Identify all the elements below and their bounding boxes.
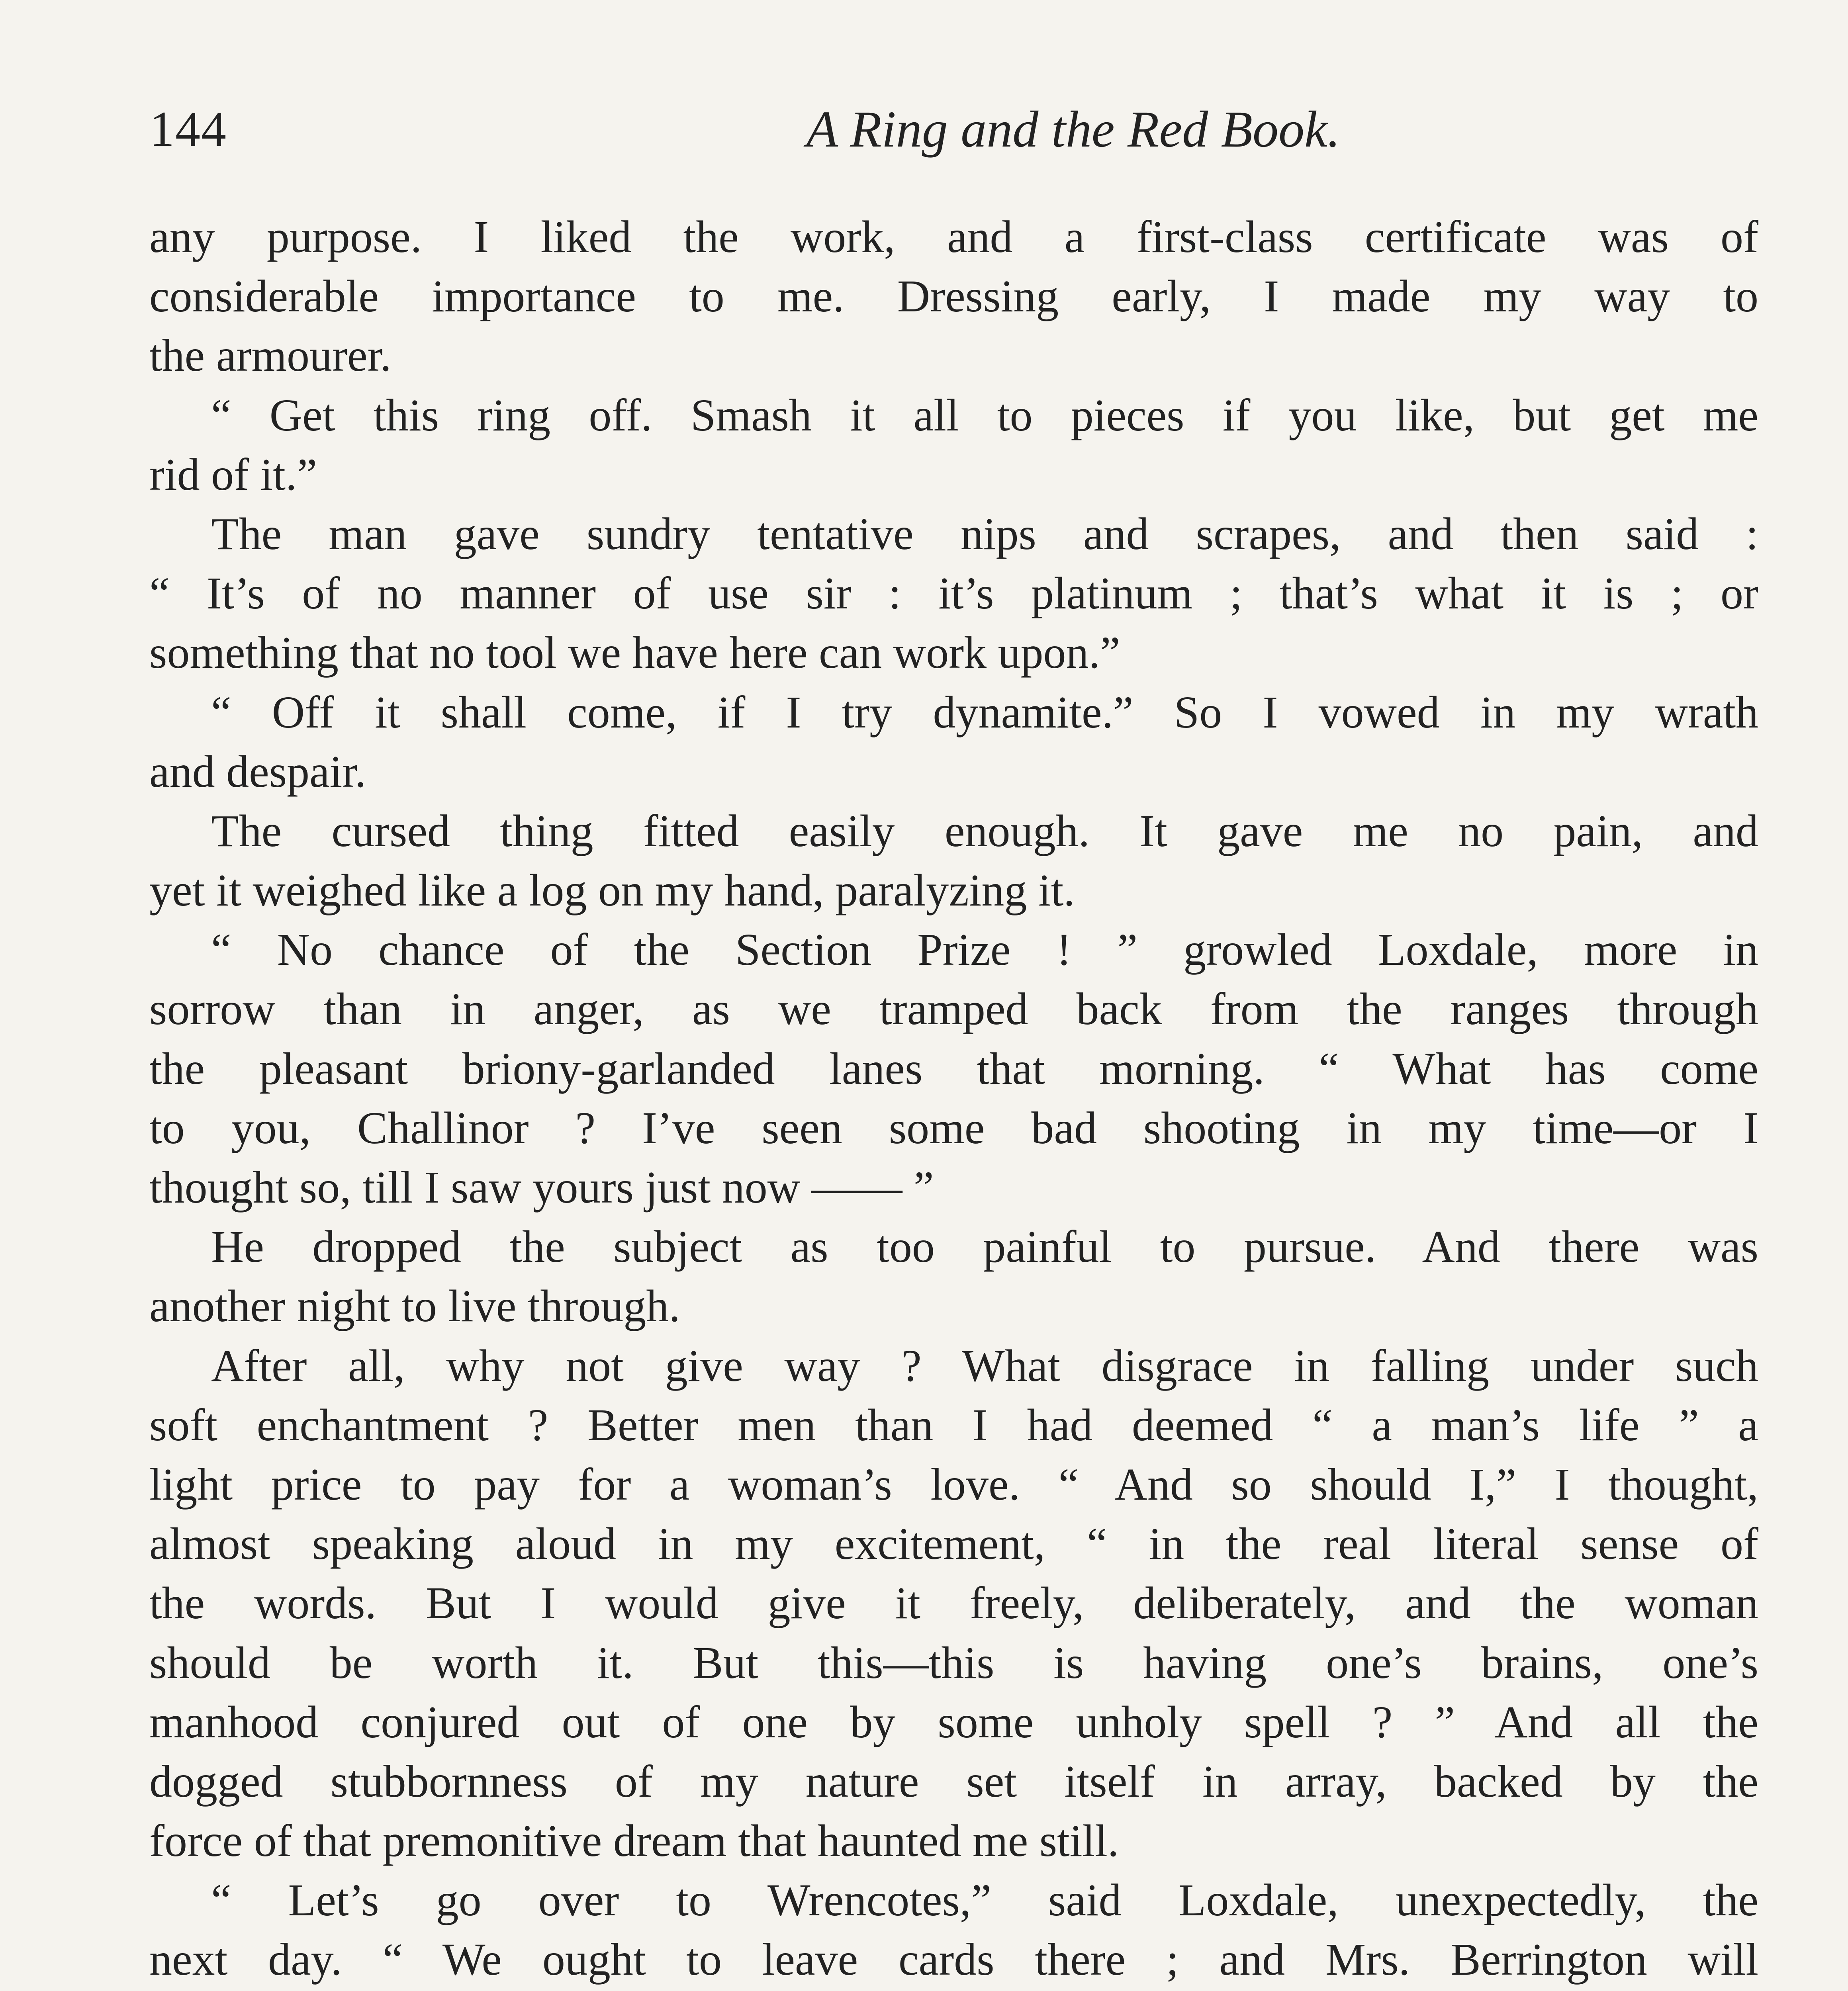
text-line: next day. “ We ought to leave cards there ; and Mrs. Berrington will: [149, 1934, 1758, 1985]
page-header: [149, 96, 1758, 163]
text-line: force of that premonitive dream that haunted me still.: [149, 1815, 1119, 1866]
text-line: considerable importance to me. Dressing early, I made my way to: [149, 271, 1758, 322]
text-line: sorrow than in anger, as we tramped back from the ranges through: [149, 984, 1758, 1035]
text-line: He dropped the subject as too painful to pursue. And there was: [211, 1221, 1758, 1272]
text-line: The man gave sundry tentative nips and scrapes, and then said :: [211, 508, 1758, 559]
text-line: rid of it.”: [149, 449, 317, 500]
text-line: any purpose. I liked the work, and a first-class certificate was of: [149, 211, 1758, 262]
text-line: [149, 1989, 1758, 1991]
text-line: should be worth it. But this—this is having one’s brains, one’s: [149, 1637, 1758, 1688]
page-number: 144: [149, 102, 227, 157]
page-paragraphs: [149, 207, 1758, 1991]
text-line: “ It’s of no manner of use sir : it’s platinum ; that’s what it is ; or: [149, 568, 1758, 619]
text-line: “ Let’s go over to Wrencotes,” said Loxdale, unexpectedly, the: [211, 1875, 1758, 1926]
text-line: something that no tool we have here can work upon.”: [149, 627, 1120, 678]
body-text: [149, 207, 1758, 1991]
text-line: “ No chance of the Section Prize ! ” growled Loxdale, more in: [211, 924, 1758, 975]
text-line: soft enchantment ? Better men than I had deemed “ a man’s life ” a: [149, 1399, 1758, 1450]
text-line: almost speaking aloud in my excitement, “ in the real literal sense of: [149, 1518, 1758, 1569]
text-line: another night to live through.: [149, 1281, 680, 1332]
text-line: manhood conjured out of one by some unholy spell ? ” And all the: [149, 1696, 1758, 1747]
text-line: “ Off it shall come, if I try dynamite.” So I vowed in my wrath: [211, 686, 1758, 737]
text-line: “ Get this ring off. Smash it all to pieces if you like, but get me: [211, 389, 1758, 440]
text-line: dogged stubbornness of my nature set itself in array, backed by the: [149, 1756, 1758, 1807]
running-title: A Ring and the Red Book.: [806, 101, 1341, 158]
text-line: the pleasant briony-garlanded lanes that morning. “ What has come: [149, 1043, 1758, 1094]
text-line: After all, why not give way ? What disgrace in falling under such: [211, 1340, 1758, 1391]
text-line: The cursed thing fitted easily enough. It gave me no pain, and: [211, 805, 1758, 856]
text-line: to you, Challinor ? I’ve seen some bad shooting in my time—or I: [149, 1102, 1758, 1153]
text-line: the words. But I would give it freely, deliberately, and the woman: [149, 1578, 1758, 1629]
text-line: yet it weighed like a log on my hand, paralyzing it.: [149, 865, 1075, 916]
text-line: the armourer.: [149, 330, 392, 381]
text-line: and despair.: [149, 746, 366, 797]
text-line: light price to pay for a woman’s love. “ And so should I,” I thought,: [149, 1459, 1758, 1510]
text-line: thought so, till I saw yours just now —— ”: [149, 1162, 934, 1213]
